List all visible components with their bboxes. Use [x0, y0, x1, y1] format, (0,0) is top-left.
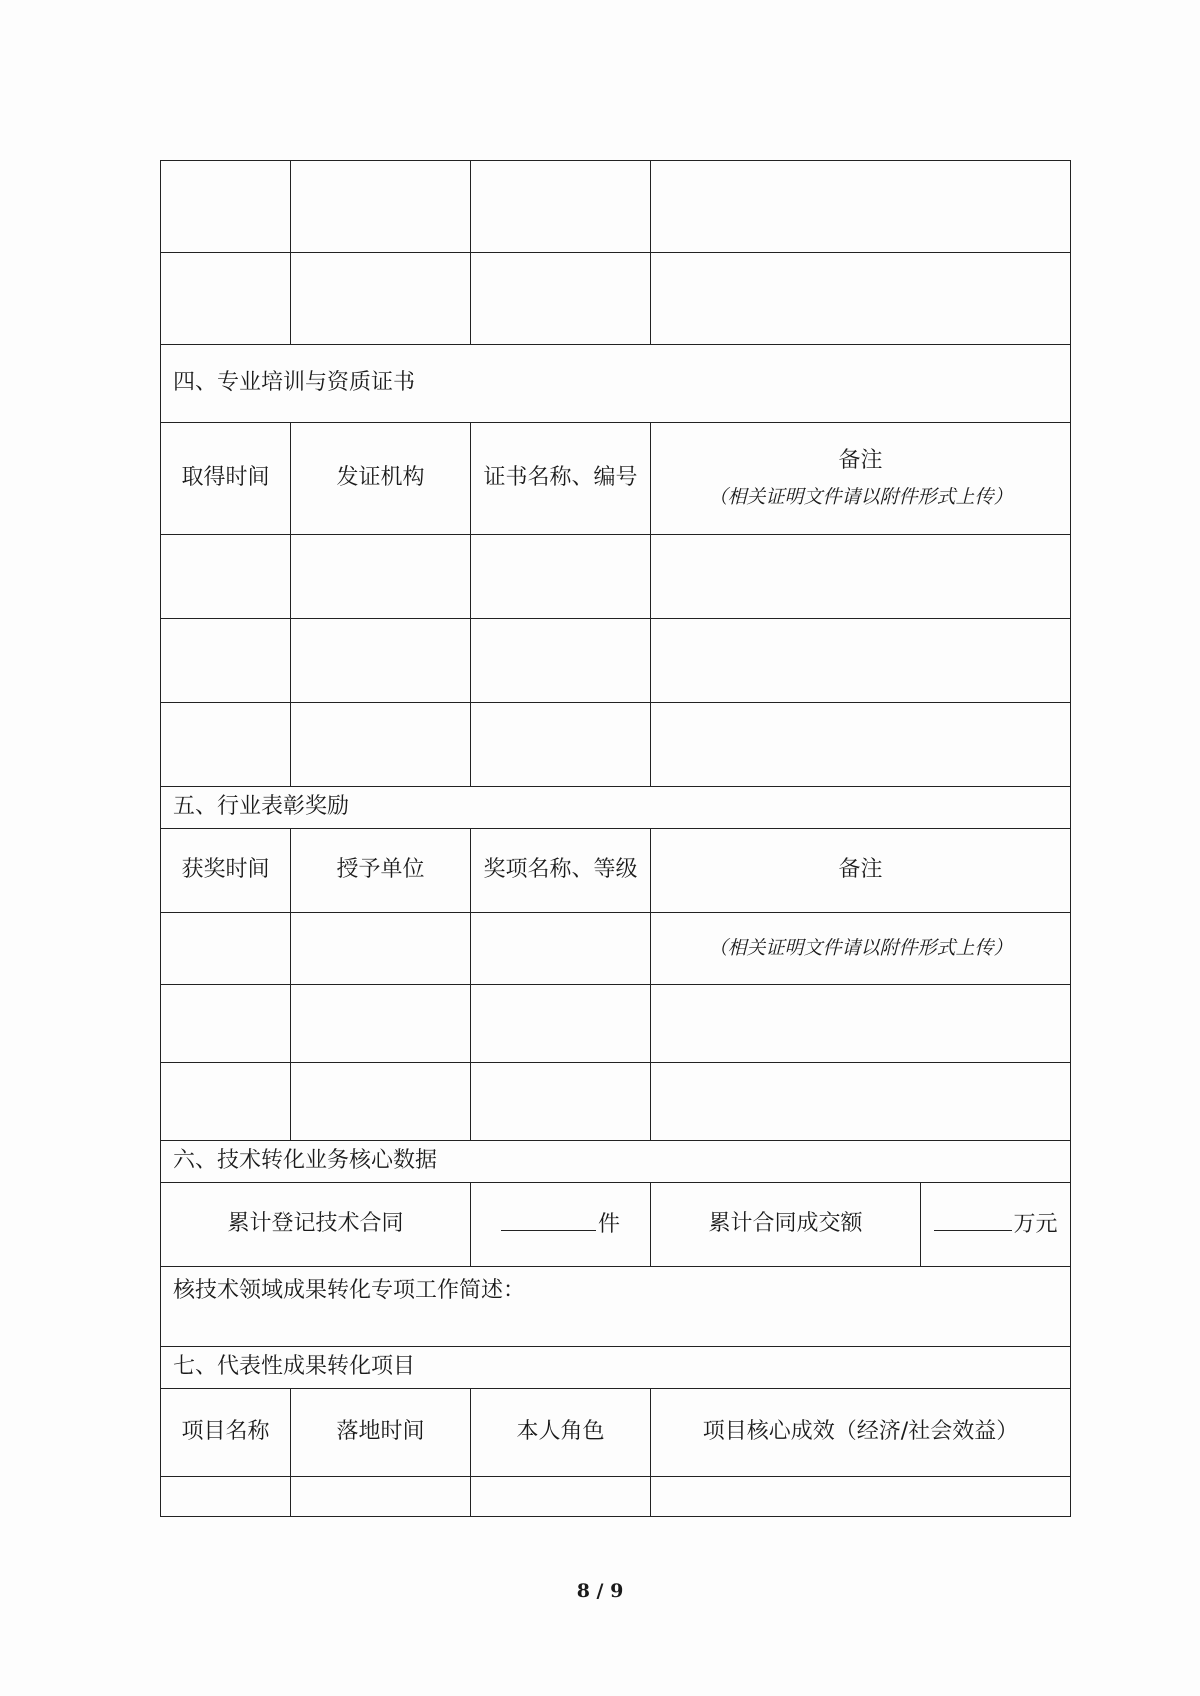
empty-cell[interactable] — [291, 703, 471, 787]
award-row — [161, 1063, 1071, 1141]
empty-cell[interactable] — [291, 161, 471, 253]
empty-cell[interactable] — [471, 1063, 651, 1141]
empty-cell[interactable] — [651, 703, 1071, 787]
column-header-granting-unit: 授予单位 — [291, 829, 471, 913]
empty-cell[interactable] — [291, 1477, 471, 1517]
certificate-row — [161, 703, 1071, 787]
page-number: 8 / 9 — [576, 1580, 624, 1602]
attachment-note: （相关证明文件请以附件形式上传） — [708, 486, 1013, 509]
summary-row — [161, 1267, 1071, 1347]
remarks-note-cell — [651, 913, 1071, 985]
section-title-core-data: 六、技术转化业务核心数据 — [161, 1141, 1071, 1183]
empty-cell[interactable] — [471, 703, 651, 787]
amount-field[interactable] — [921, 1183, 1071, 1267]
column-header-remarks — [651, 423, 1071, 535]
empty-cell[interactable] — [291, 985, 471, 1063]
section-title-awards: 五、行业表彰奖励 — [161, 787, 1071, 829]
form-table — [160, 160, 1071, 1517]
empty-cell[interactable] — [471, 161, 651, 253]
empty-cell[interactable] — [161, 619, 291, 703]
empty-cell[interactable] — [651, 161, 1071, 253]
empty-cell[interactable] — [291, 619, 471, 703]
attachment-note: （相关证明文件请以附件形式上传） — [708, 937, 1013, 960]
column-header-project-name: 项目名称 — [161, 1389, 291, 1477]
section-7-columns-row — [161, 1389, 1071, 1477]
remarks-label: 备注 — [838, 447, 883, 473]
section-7-header-row — [161, 1347, 1071, 1389]
section-4-header-row — [161, 345, 1071, 423]
empty-cell[interactable] — [651, 619, 1071, 703]
empty-cell[interactable] — [291, 535, 471, 619]
empty-cell[interactable] — [651, 253, 1071, 345]
section-4-columns-row — [161, 423, 1071, 535]
work-summary-field[interactable]: 核技术领域成果转化专项工作简述： — [161, 1267, 1071, 1347]
contracts-label: 累计登记技术合同 — [161, 1183, 471, 1267]
section-title-training: 四、专业培训与资质证书 — [161, 345, 1071, 423]
empty-cell[interactable] — [291, 913, 471, 985]
empty-cell[interactable] — [651, 985, 1071, 1063]
empty-cell[interactable] — [471, 1477, 651, 1517]
empty-cell[interactable] — [471, 535, 651, 619]
column-header-award-name-level: 奖项名称、等级 — [471, 829, 651, 913]
column-header-personal-role: 本人角色 — [471, 1389, 651, 1477]
empty-cell[interactable] — [471, 253, 651, 345]
empty-cell[interactable] — [161, 253, 291, 345]
core-data-row — [161, 1183, 1071, 1267]
empty-cell[interactable] — [291, 253, 471, 345]
empty-cell[interactable] — [161, 985, 291, 1063]
column-header-remarks: 备注 — [651, 829, 1071, 913]
project-row — [161, 1477, 1071, 1517]
empty-cell[interactable] — [651, 535, 1071, 619]
empty-cell[interactable] — [651, 1477, 1071, 1517]
empty-cell[interactable] — [471, 619, 651, 703]
column-header-landing-time: 落地时间 — [291, 1389, 471, 1477]
empty-cell[interactable] — [161, 703, 291, 787]
column-header-core-effect: 项目核心成效（经济/社会效益） — [651, 1389, 1071, 1477]
empty-cell[interactable] — [161, 1477, 291, 1517]
section-title-projects: 七、代表性成果转化项目 — [161, 1347, 1071, 1389]
empty-cell[interactable] — [161, 161, 291, 253]
empty-cell[interactable] — [161, 1063, 291, 1141]
section-6-header-row — [161, 1141, 1071, 1183]
empty-cell[interactable] — [651, 1063, 1071, 1141]
contracts-unit: 件 — [597, 1211, 620, 1237]
empty-cell[interactable] — [471, 985, 651, 1063]
contracts-blank[interactable] — [501, 1210, 596, 1231]
application-form — [160, 160, 1070, 1517]
continued-row — [161, 161, 1071, 253]
column-header-certificate-name-number: 证书名称、编号 — [471, 423, 651, 535]
contracts-count-field[interactable] — [471, 1183, 651, 1267]
certificate-row — [161, 535, 1071, 619]
column-header-obtained-time: 取得时间 — [161, 423, 291, 535]
certificate-row — [161, 619, 1071, 703]
award-row — [161, 913, 1071, 985]
award-row — [161, 985, 1071, 1063]
empty-cell[interactable] — [471, 913, 651, 985]
section-5-columns-row — [161, 829, 1071, 913]
section-5-header-row — [161, 787, 1071, 829]
column-header-award-time: 获奖时间 — [161, 829, 291, 913]
empty-cell[interactable] — [161, 535, 291, 619]
amount-label: 累计合同成交额 — [651, 1183, 921, 1267]
empty-cell[interactable] — [291, 1063, 471, 1141]
continued-row — [161, 253, 1071, 345]
amount-blank[interactable] — [934, 1210, 1012, 1231]
column-header-issuing-authority: 发证机构 — [291, 423, 471, 535]
empty-cell[interactable] — [161, 913, 291, 985]
amount-unit: 万元 — [1013, 1211, 1058, 1237]
